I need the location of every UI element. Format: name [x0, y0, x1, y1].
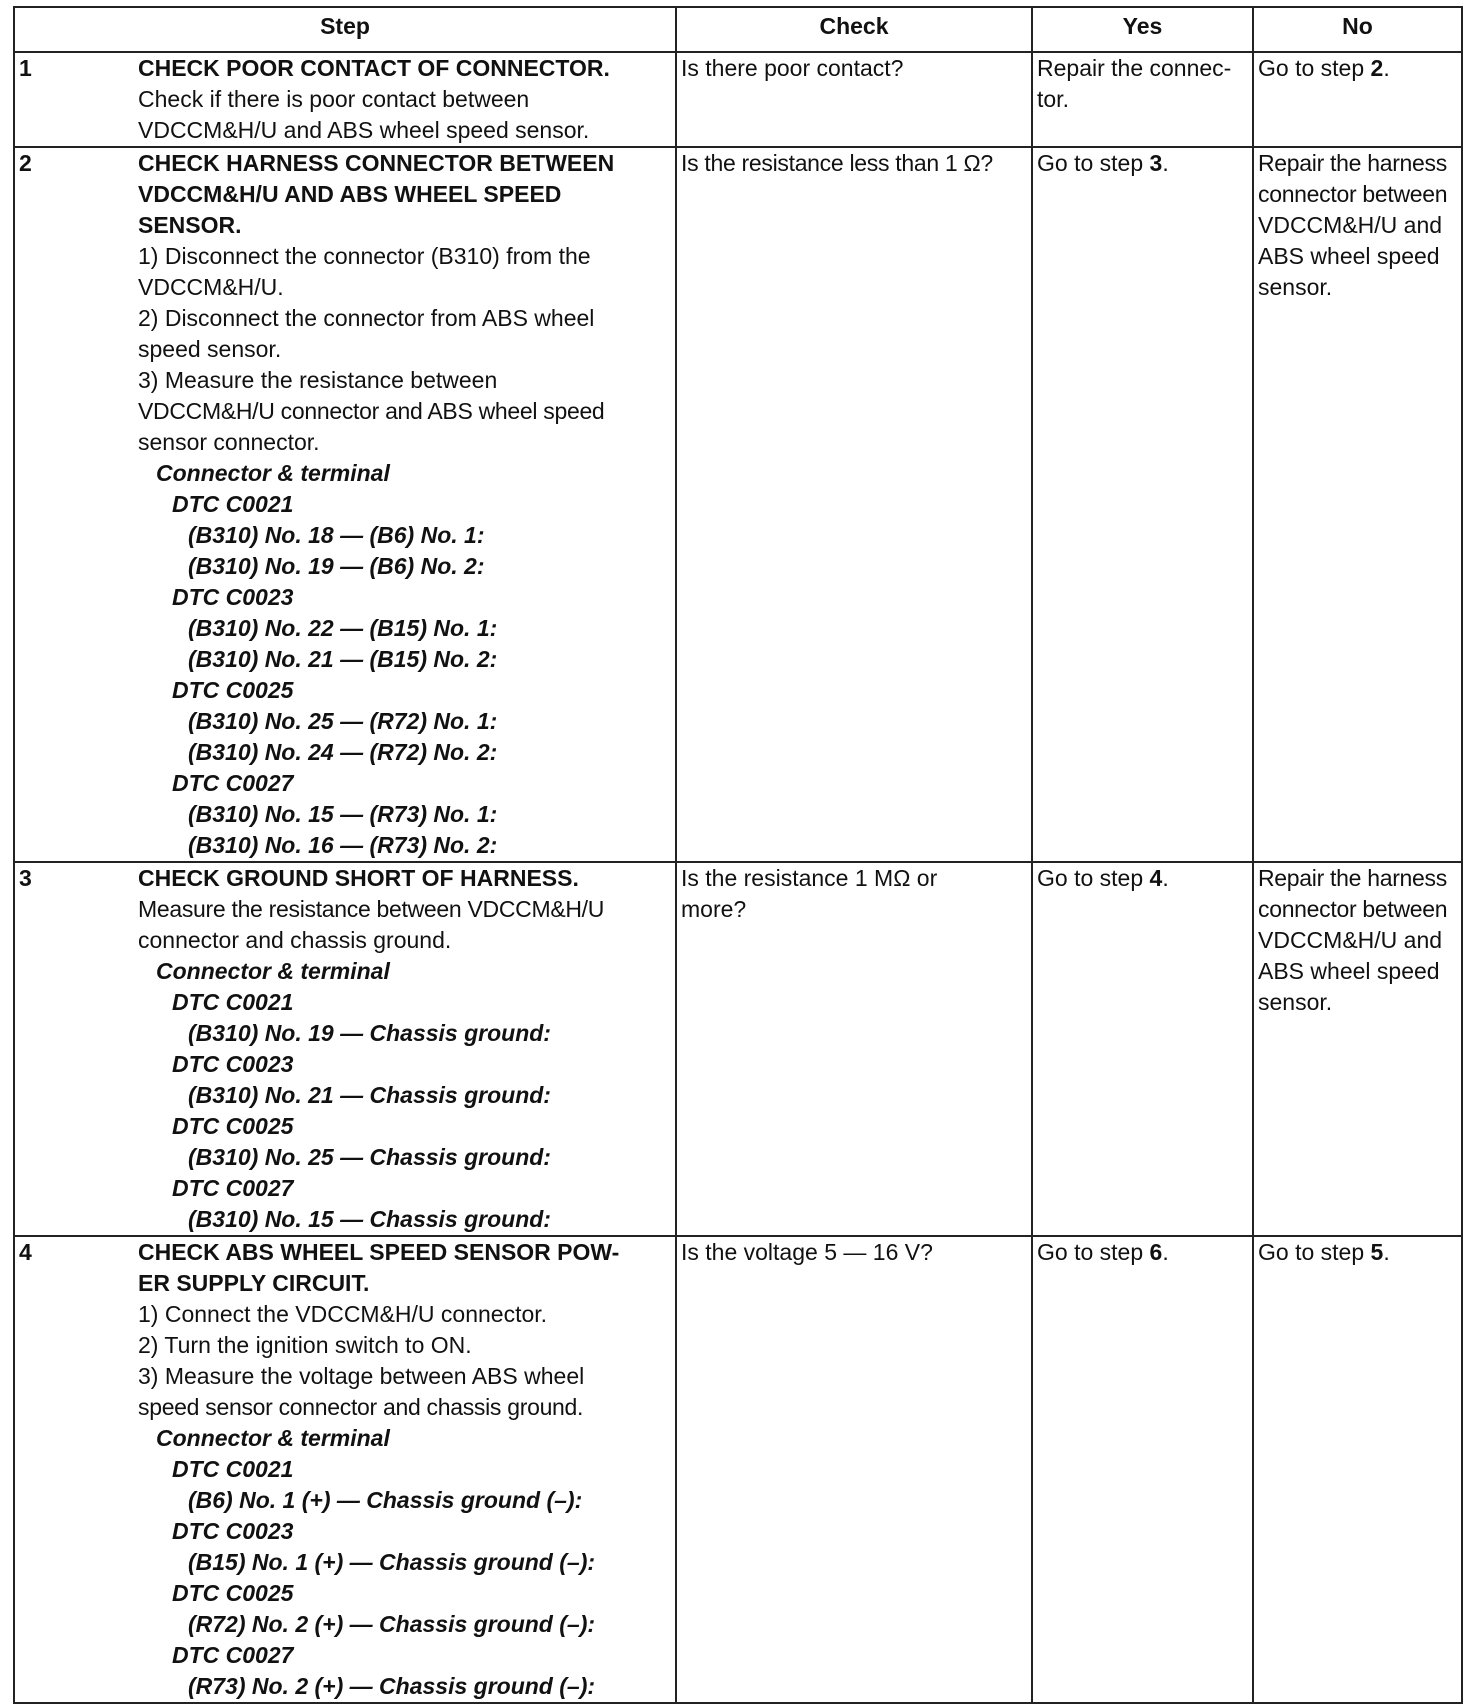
step-description	[134, 862, 676, 1236]
dtc-code: DTC C0025	[172, 677, 294, 703]
dtc-code: DTC C0021	[172, 1456, 294, 1482]
check-text: Is the resistance 1 MΩ or	[681, 865, 938, 891]
dtc-code: DTC C0027	[172, 1175, 294, 1201]
no-text: connector between	[1258, 896, 1448, 922]
dtc-code: DTC C0021	[172, 989, 294, 1015]
step-title: VDCCM&H/U AND ABS WHEEL SPEED	[138, 181, 562, 207]
step-description	[134, 147, 676, 862]
terminal-pair: (B310) No. 18 — (B6) No. 1:	[188, 522, 485, 548]
no-cell	[1253, 862, 1462, 1236]
no-text: connector between	[1258, 181, 1448, 207]
diagnostic-table	[13, 6, 1463, 1704]
dtc-code: DTC C0023	[172, 1518, 294, 1544]
goto-suffix: .	[1383, 1239, 1390, 1265]
no-text: ABS wheel speed	[1258, 958, 1440, 984]
terminal-pair: (B15) No. 1 (+) — Chassis ground (–):	[188, 1549, 596, 1575]
header-step: Step	[14, 7, 676, 52]
check-text: Is the resistance less than 1 Ω?	[681, 150, 993, 176]
check-text: Is there poor contact?	[681, 55, 904, 81]
step-text: 2) Disconnect the connector from ABS wheel	[138, 305, 595, 331]
goto-step-number: 2	[1370, 55, 1384, 81]
step-text: 3) Measure the voltage between ABS wheel	[138, 1363, 585, 1389]
terminal-pair: (B310) No. 19 — Chassis ground:	[188, 1020, 551, 1046]
yes-cell	[1032, 52, 1253, 147]
table-row	[14, 52, 1462, 147]
check-text: Is the voltage 5 — 16 V?	[681, 1239, 933, 1265]
terminal-pair: (R73) No. 2 (+) — Chassis ground (–):	[188, 1673, 596, 1699]
terminal-pair: (B310) No. 22 — (B15) No. 1:	[188, 615, 498, 641]
step-number: 4	[14, 1236, 134, 1703]
terminal-pair: (B310) No. 16 — (R73) No. 2:	[188, 832, 498, 858]
step-text: speed sensor.	[138, 336, 282, 362]
connector-terminal-label: Connector & terminal	[156, 958, 390, 984]
goto-suffix: .	[1383, 55, 1390, 81]
header-check: Check	[676, 7, 1032, 52]
goto-step-number: 5	[1370, 1239, 1384, 1265]
no-text: Repair the harness	[1258, 865, 1447, 891]
step-title: CHECK ABS WHEEL SPEED SENSOR POW-	[138, 1239, 620, 1265]
no-cell	[1253, 52, 1462, 147]
step-title: CHECK POOR CONTACT OF CONNECTOR.	[138, 55, 610, 81]
terminal-pair: (B310) No. 21 — (B15) No. 2:	[188, 646, 498, 672]
terminal-pair: (B310) No. 25 — (R72) No. 1:	[188, 708, 498, 734]
no-text	[1258, 1237, 1457, 1268]
step-text: 1) Connect the VDCCM&H/U connector.	[138, 1301, 548, 1327]
goto-suffix: .	[1162, 1239, 1169, 1265]
step-text: VDCCM&H/U and ABS wheel speed sensor.	[138, 117, 590, 143]
no-text: VDCCM&H/U and	[1258, 212, 1443, 238]
step-text: connector and chassis ground.	[138, 927, 452, 953]
step-title: ER SUPPLY CIRCUIT.	[138, 1270, 370, 1296]
terminal-pair: (B310) No. 24 — (R72) No. 2:	[188, 739, 498, 765]
yes-text	[1037, 863, 1248, 894]
step-text: 1) Disconnect the connector (B310) from the	[138, 243, 591, 269]
no-text	[1258, 53, 1457, 84]
no-cell	[1253, 147, 1462, 862]
goto-step-number: 3	[1149, 150, 1163, 176]
step-text: VDCCM&H/U connector and ABS wheel speed	[138, 398, 605, 424]
step-title: CHECK GROUND SHORT OF HARNESS.	[138, 865, 579, 891]
goto-prefix: Go to step	[1037, 865, 1150, 891]
terminal-pair: (B310) No. 15 — (R73) No. 1:	[188, 801, 498, 827]
terminal-pair: (B310) No. 21 — Chassis ground:	[188, 1082, 551, 1108]
step-number: 1	[14, 52, 134, 147]
check-cell	[676, 1236, 1032, 1703]
no-text: VDCCM&H/U and	[1258, 927, 1443, 953]
dtc-code: DTC C0025	[172, 1580, 294, 1606]
table-header-row	[14, 7, 1462, 52]
terminal-pair: (B6) No. 1 (+) — Chassis ground (–):	[188, 1487, 583, 1513]
goto-prefix: Go to step	[1258, 1239, 1371, 1265]
goto-prefix: Go to step	[1258, 55, 1371, 81]
table-row	[14, 1236, 1462, 1703]
yes-text	[1037, 148, 1248, 179]
step-title: CHECK HARNESS CONNECTOR BETWEEN	[138, 150, 615, 176]
step-number: 3	[14, 862, 134, 1236]
connector-terminal-label: Connector & terminal	[156, 460, 390, 486]
yes-text	[1037, 1237, 1248, 1268]
no-text: sensor.	[1258, 989, 1333, 1015]
step-text: Measure the resistance between VDCCM&H/U	[138, 896, 605, 922]
yes-text: Repair the connec-	[1037, 55, 1232, 81]
dtc-code: DTC C0021	[172, 491, 294, 517]
step-number: 2	[14, 147, 134, 862]
step-text: Check if there is poor contact between	[138, 86, 530, 112]
step-title: SENSOR.	[138, 212, 242, 238]
step-text: sensor connector.	[138, 429, 320, 455]
dtc-code: DTC C0027	[172, 770, 294, 796]
no-text: ABS wheel speed	[1258, 243, 1440, 269]
step-text: 2) Turn the ignition switch to ON.	[138, 1332, 472, 1358]
terminal-pair: (B310) No. 25 — Chassis ground:	[188, 1144, 551, 1170]
terminal-pair: (R72) No. 2 (+) — Chassis ground (–):	[188, 1611, 596, 1637]
step-description	[134, 52, 676, 147]
goto-suffix: .	[1162, 865, 1169, 891]
header-no: No	[1253, 7, 1462, 52]
goto-prefix: Go to step	[1037, 1239, 1150, 1265]
step-text: speed sensor connector and chassis ground.	[138, 1394, 584, 1420]
table-row	[14, 147, 1462, 862]
yes-text: tor.	[1037, 86, 1069, 112]
check-cell	[676, 147, 1032, 862]
check-text: more?	[681, 896, 747, 922]
goto-step-number: 4	[1149, 865, 1163, 891]
dtc-code: DTC C0023	[172, 584, 294, 610]
step-description	[134, 1236, 676, 1703]
dtc-code: DTC C0023	[172, 1051, 294, 1077]
connector-terminal-label: Connector & terminal	[156, 1425, 390, 1451]
goto-prefix: Go to step	[1037, 150, 1150, 176]
table-row	[14, 862, 1462, 1236]
yes-cell	[1032, 147, 1253, 862]
dtc-code: DTC C0025	[172, 1113, 294, 1139]
goto-suffix: .	[1162, 150, 1169, 176]
terminal-pair: (B310) No. 19 — (B6) No. 2:	[188, 553, 485, 579]
goto-step-number: 6	[1149, 1239, 1163, 1265]
yes-cell	[1032, 1236, 1253, 1703]
yes-cell	[1032, 862, 1253, 1236]
step-text: 3) Measure the resistance between	[138, 367, 498, 393]
no-text: sensor.	[1258, 274, 1333, 300]
check-cell	[676, 52, 1032, 147]
check-cell	[676, 862, 1032, 1236]
header-yes: Yes	[1032, 7, 1253, 52]
dtc-code: DTC C0027	[172, 1642, 294, 1668]
no-cell	[1253, 1236, 1462, 1703]
step-text: VDCCM&H/U.	[138, 274, 284, 300]
terminal-pair: (B310) No. 15 — Chassis ground:	[188, 1206, 551, 1232]
no-text: Repair the harness	[1258, 150, 1447, 176]
